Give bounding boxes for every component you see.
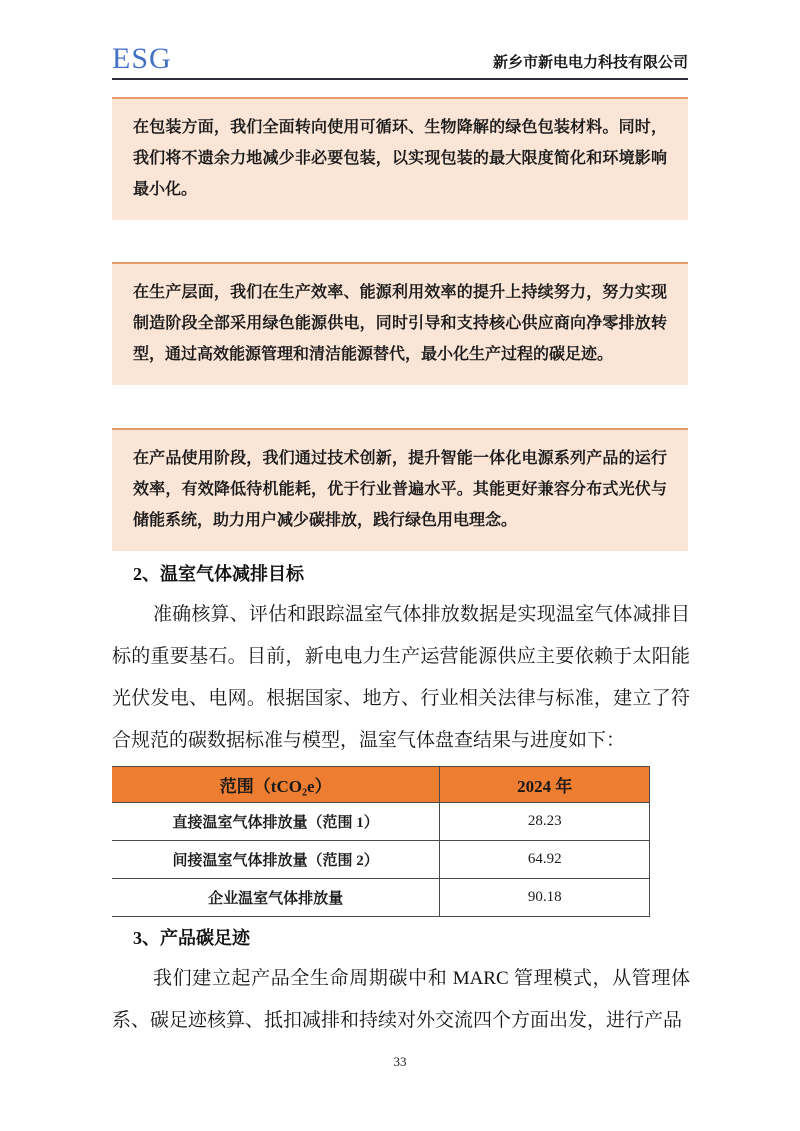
table-cell-total-value: 90.18 [440,879,650,917]
table-cell-scope2-value: 64.92 [440,841,650,879]
highlight-box-product-use-text: 在产品使用阶段，我们通过技术创新，提升智能一体化电源系列产品的运行效率，有效降低待机能耗，优于行业普遍水平。其能更好兼容分布式光伏与储能系统，助力用户减少碳排放，践行绿色用电理念。 [133,450,667,529]
table-header-year: 2024 年 [440,767,650,803]
section-ghg-reduction-heading: 2、温室气体减排目标 [133,564,304,584]
table-row [112,841,650,879]
section-product-carbon-footprint-paragraph: 我们建立起产品全生命周期碳中和 MARC 管理模式，从管理体系、碳足迹核算、抵扣减排和持续对外交流四个方面出发，进行产品 [112,968,690,1031]
table-cell-scope1-label: 直接温室气体排放量（范围 1） [112,803,440,841]
table-cell-scope1-value: 28.23 [440,803,650,841]
company-name: 新乡市新电电力科技有限公司 [492,55,688,71]
highlight-box-packaging [112,97,688,220]
table-cell-total-label: 企业温室气体排放量 [112,879,440,917]
table-row [112,879,650,917]
page-number: 33 [393,1054,407,1069]
highlight-box-production-text: 在生产层面，我们在生产效率、能源利用效率的提升上持续努力，努力实现制造阶段全部采用绿色能源供电，同时引导和支持核心供应商向净零排放转型，通过高效能源管理和清洁能源替代，最小化生产过程的碳足迹。 [133,284,667,363]
section-ghg-reduction [112,560,690,762]
ghg-emissions-table [112,766,650,917]
table-cell-scope2-label: 间接温室气体排放量（范围 2） [112,841,440,879]
highlight-box-production [112,262,688,385]
section-product-carbon-footprint [112,924,690,1042]
highlight-box-product-use [112,428,688,551]
table-header-scope: 范围（tCO₂e） [112,767,440,803]
section-product-carbon-footprint-heading: 3、产品碳足迹 [133,928,250,948]
page-footer [0,1054,800,1070]
highlight-box-packaging-text: 在包装方面，我们全面转向使用可循环、生物降解的绿色包装材料。同时，我们将不遗余力地减少非必要包装，以实现包装的最大限度简化和环境影响最小化。 [133,119,667,198]
table-row [112,803,650,841]
esg-logo: ESG [112,42,172,75]
table-header-row [112,767,650,803]
page-header [112,44,688,80]
section-ghg-reduction-paragraph: 准确核算、评估和跟踪温室气体排放数据是实现温室气体减排目标的重要基石。目前，新电电力生产运营能源供应主要依赖于太阳能光伏发电、电网。根据国家、地方、行业相关法律与标准，建立了符合规范的碳数据标准与模型，温室气体盘查结果与进度如下： [112,604,690,751]
